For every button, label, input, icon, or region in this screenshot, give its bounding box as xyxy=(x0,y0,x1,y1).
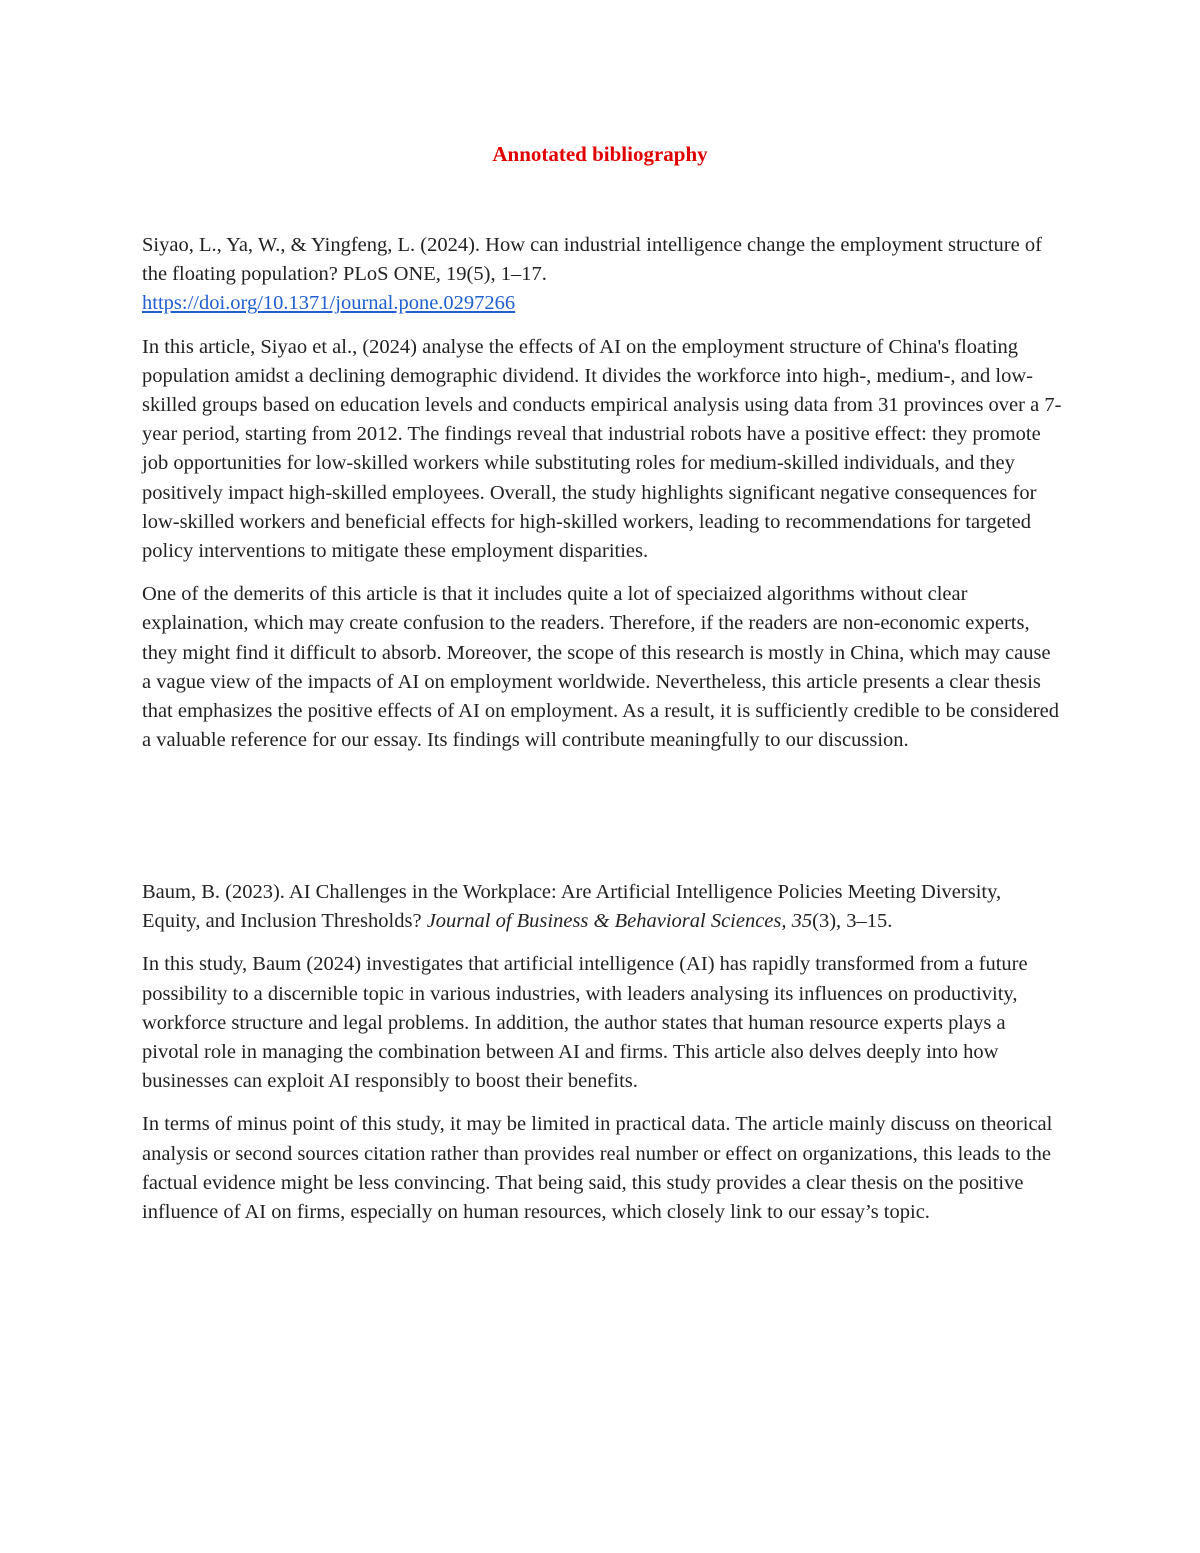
citation-2-text: Baum, B. (2023). AI Challenges in the Workplace: Are Artificial Intelligence Policies Meeting Diversity, Equity, and Inclusion Thresholds? xyxy=(142,881,1002,933)
bibliography-entry-2 xyxy=(142,878,1062,1227)
citation-1 xyxy=(142,231,1062,319)
citation-1-text: Siyao, L., Ya, W., & Yingfeng, L. (2024). How can industrial intelligence change the employment structure of the floating population? PLoS ONE, 19(5), 1–17. xyxy=(142,234,1042,286)
summary-paragraph-1: In this article, Siyao et al., (2024) analyse the effects of AI on the employment structure of China's floating population amidst a declining demographic dividend. It divides the workforce into high-, medium-, and low-skilled groups based on education levels and conducts empirical analysis using data from 31 provinces over a 7-year period, starting from 2012. The findings reveal that industrial robots have a positive effect: they promote job opportunities for low-skilled workers while substituting roles for medium-skilled individuals, and they positively impact high-skilled employees. Overall, the study highlights significant negative consequences for low-skilled workers and beneficial effects for high-skilled workers, leading to recommendations for targeted policy interventions to mitigate these employment disparities. xyxy=(142,335,1062,563)
citation-2 xyxy=(142,878,1062,936)
evaluation-paragraph-2: In terms of minus point of this study, it may be limited in practical data. The article mainly discuss on theorical analysis or second sources citation rather than provides real number or effect on organizations, this leads to the factual evidence might be less convincing. That being said, this study provides a clear thesis on the positive influence of AI on firms, especially on human resources, which closely link to our essay’s topic. xyxy=(142,1113,1053,1224)
doi-link[interactable]: https://doi.org/10.1371/journal.pone.0297266 xyxy=(142,292,516,315)
summary-paragraph-2: In this study, Baum (2024) investigates that artificial intelligence (AI) has rapidly transformed from a future possibility to a discernible topic in various industries, with leaders analysing its influences on productivity, workforce structure and legal problems. In addition, the author states that human resource experts plays a pivotal role in managing the combination between AI and firms. This article also delves deeply into how businesses can exploit AI responsibly to boost their benefits. xyxy=(142,953,1028,1093)
evaluation-paragraph-1: One of the demerits of this article is that it includes quite a lot of speciaized algorithms without clear explaination, which may create confusion to the readers. Therefore, if the readers are non-economic experts, they might find it difficult to absorb. Moreover, the scope of this research is mostly in China, which may cause a vague view of the impacts of AI on employment worldwide. Nevertheless, this article presents a clear thesis that emphasizes the positive effects of AI on employment. As a result, it is sufficiently credible to be considered a valuable reference for our essay. Its findings will contribute meaningfully to our discussion. xyxy=(142,583,1059,752)
citation-2-journal: Journal of Business & Behavioral Sciences, 35 xyxy=(426,910,813,933)
citation-2-pages: (3), 3–15. xyxy=(812,910,893,933)
bibliography-entry-1 xyxy=(142,231,1062,755)
document-title: Annotated bibliography xyxy=(492,142,708,166)
